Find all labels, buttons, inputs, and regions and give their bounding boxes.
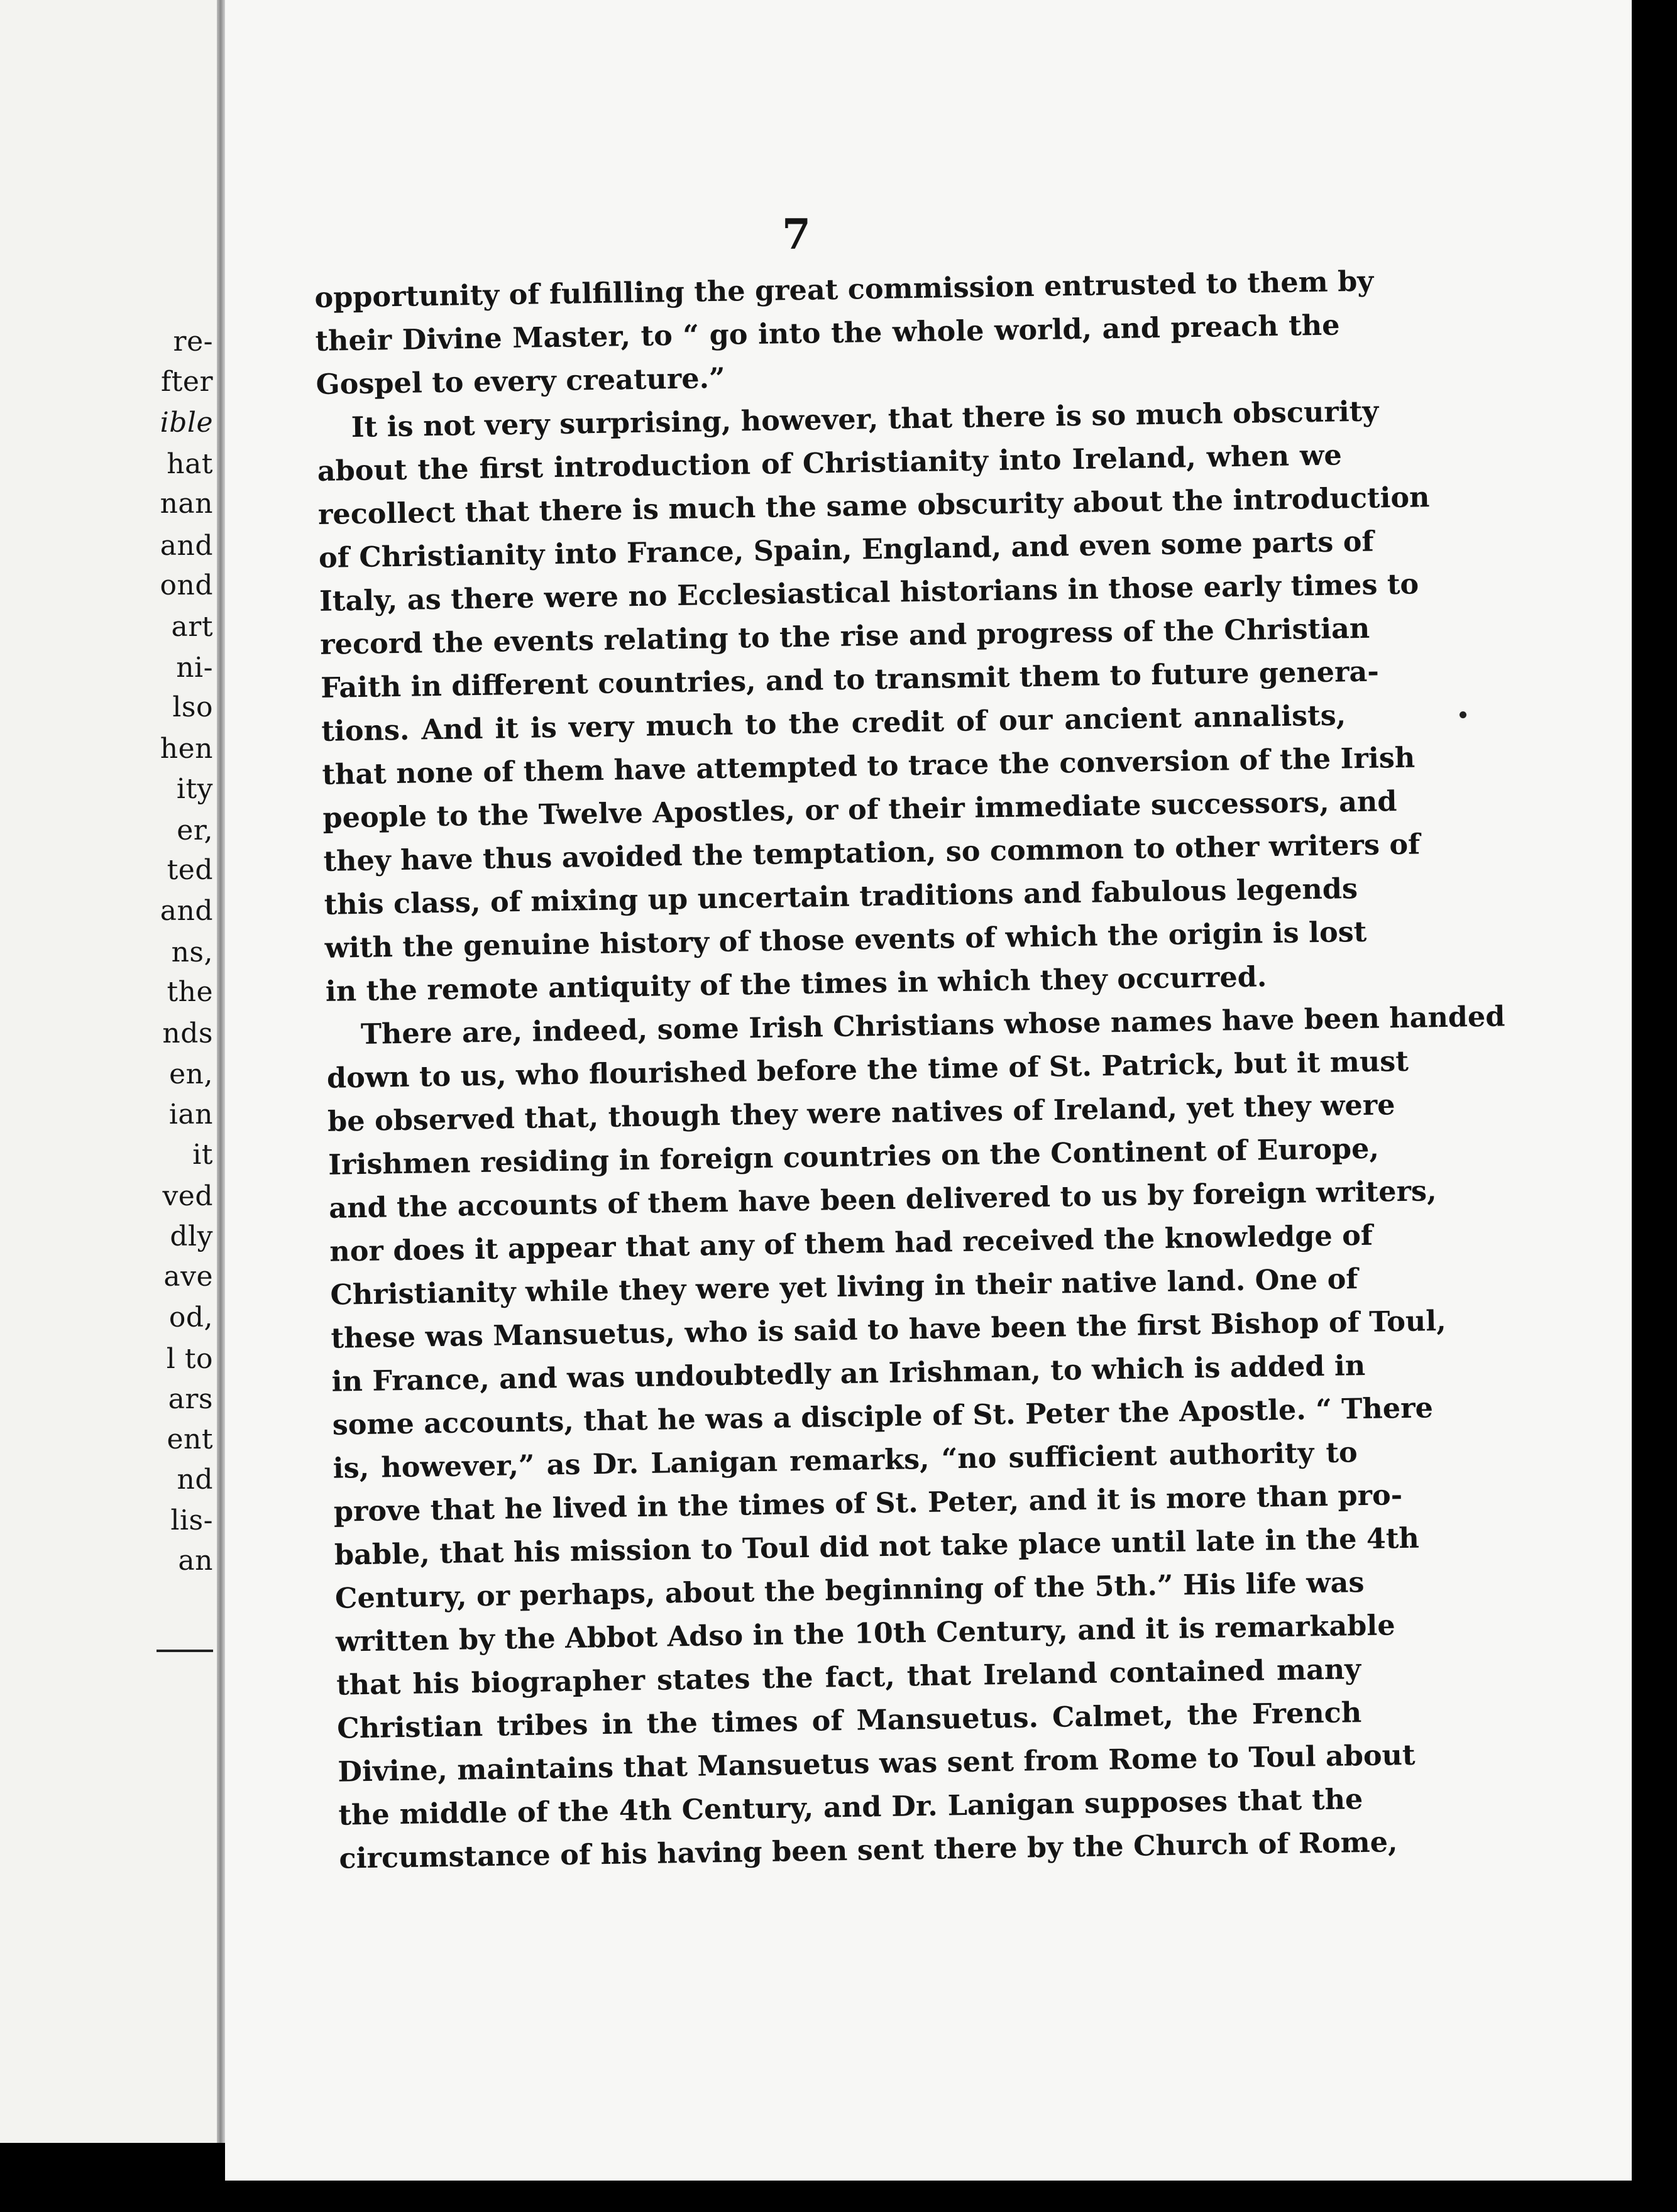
left-fragment: ved (162, 1180, 213, 1212)
text-line: bable, that his mission to Toul did not take place until late in the 4th (334, 1521, 1420, 1572)
text-line: opportunity of fulfilling the great commission entrusted to them by (314, 265, 1374, 314)
text-line: recollect that there is much the same obscurity about the introduction (317, 481, 1430, 531)
text-line: circumstance of his having been sent there by the Church of Rome, (339, 1826, 1398, 1875)
text-line: is, however,” as Dr. Lanigan remarks, “no sufficient authority to (333, 1436, 1358, 1485)
left-fragment: fter (160, 366, 213, 398)
left-fragment: en, (169, 1058, 213, 1090)
left-fragment: art (171, 611, 213, 643)
text-line: they have thus avoided the temptation, so common to other writers of (323, 828, 1421, 878)
text-line: Divine, maintains that Mansuetus was sent from Rome to Toul about (337, 1738, 1416, 1788)
left-fragment: ity (176, 773, 213, 805)
text-line: people to the Twelve Apostles, or of their immediate successors, and (322, 785, 1397, 835)
text-line: Gospel to every creature.” (316, 361, 726, 401)
left-fragment: ns, (171, 936, 213, 968)
left-fragment: ible (160, 407, 213, 439)
left-page-rule (157, 1650, 213, 1652)
left-fragment: lso (172, 691, 213, 723)
text-line: these was Mansuetus, who is said to have been the first Bishop of Toul, (331, 1304, 1447, 1355)
left-fragment: an (178, 1545, 213, 1577)
text-line: with the genuine history of those events of which the origin is lost (324, 915, 1367, 965)
text-line: Christian tribes in the times of Mansuetus. Calmet, the French (336, 1696, 1362, 1745)
text-line: Italy, as there were no Ecclesiastical historians in those early times to (319, 567, 1419, 618)
text-line: tions. And it is very much to the credit of our ancient annalists, (321, 699, 1346, 748)
left-fragment: ted (167, 854, 213, 886)
text-line: Irishmen residing in foreign countries on the Continent of Europe, (327, 1132, 1380, 1181)
left-fragment: ars (168, 1383, 213, 1415)
left-fragment: ave (163, 1261, 213, 1293)
text-line: down to us, who flourished before the time of St. Patrick, but it must (326, 1044, 1409, 1095)
text-line: about the first introduction of Christianity into Ireland, when we (317, 439, 1343, 488)
text-line: There are, indeed, some Irish Christians whose names have been handed (360, 1000, 1505, 1051)
text-line: written by the Abbot Adso in the 10th Century, and it is remarkable (335, 1609, 1395, 1658)
left-fragment: dly (170, 1220, 213, 1252)
text-line: their Divine Master, to “ go into the whole world, and preach the (315, 309, 1340, 358)
left-fragment: it (192, 1139, 213, 1171)
left-fragment: er, (177, 814, 213, 846)
left-fragment: nan (160, 488, 213, 520)
text-line: nor does it appear that any of them had received the knowledge of (329, 1218, 1373, 1268)
left-fragment: ond (160, 569, 213, 601)
left-fragment: ni- (176, 652, 213, 684)
left-fragment: hen (160, 733, 213, 765)
left-fragment: ent (167, 1423, 213, 1455)
text-line: prove that he lived in the times of St. Peter, and it is more than pro- (333, 1479, 1403, 1528)
text-line: this class, of mixing up uncertain traditions and fabulous legends (324, 872, 1358, 921)
book-gutter (217, 0, 225, 2143)
left-fragment: od, (168, 1301, 213, 1333)
left-fragment: and (160, 530, 213, 562)
left-fragment: hat (167, 448, 213, 480)
text-line: be observed that, though they were natives of Ireland, yet they were (327, 1088, 1395, 1138)
left-fragment: the (167, 976, 213, 1008)
text-line: some accounts, that he was a disciple of St. Peter the Apostle. “ There (332, 1391, 1434, 1442)
text-line: It is not very surprising, however, that there is so much obscurity (351, 395, 1379, 444)
left-fragment: ian (168, 1098, 213, 1131)
left-fragment: nd (177, 1464, 213, 1496)
text-line: and the accounts of them have been delivered to us by foreign writers, (328, 1174, 1437, 1225)
text-line: that none of them have attempted to trace the conversion of the Irish (322, 741, 1416, 791)
text-line: in France, and was undoubtedly an Irishman, to which is added in (331, 1349, 1366, 1398)
text-line: record the events relating to the rise and progress of the Christian (319, 611, 1370, 661)
text-line: the middle of the 4th Century, and Dr. Lanigan supposes that the (338, 1783, 1363, 1832)
left-page-edge (0, 0, 217, 2143)
left-fragment: and (160, 895, 213, 927)
left-fragment: re- (173, 326, 213, 358)
text-line: Christianity while they were yet living in their native land. One of (330, 1262, 1358, 1311)
left-fragment: l to (166, 1343, 213, 1375)
text-line: of Christianity into France, Spain, England, and even some parts of (318, 525, 1374, 574)
scan-border (1632, 0, 1677, 2212)
page-number: 7 (782, 210, 811, 259)
left-fragment: lis- (170, 1504, 213, 1536)
text-line: that his biographer states the fact, that Ireland contained many (336, 1653, 1361, 1702)
text-line: in the remote antiquity of the times in which they occurred. (325, 960, 1267, 1008)
text-line: Faith in different countries, and to transmit them to future genera- (320, 655, 1380, 704)
left-fragment: nds (162, 1017, 213, 1049)
ink-speck (1460, 711, 1466, 718)
body-text (314, 260, 1505, 1880)
text-line: Century, or perhaps, about the beginning of the 5th.” His life was (334, 1566, 1365, 1615)
